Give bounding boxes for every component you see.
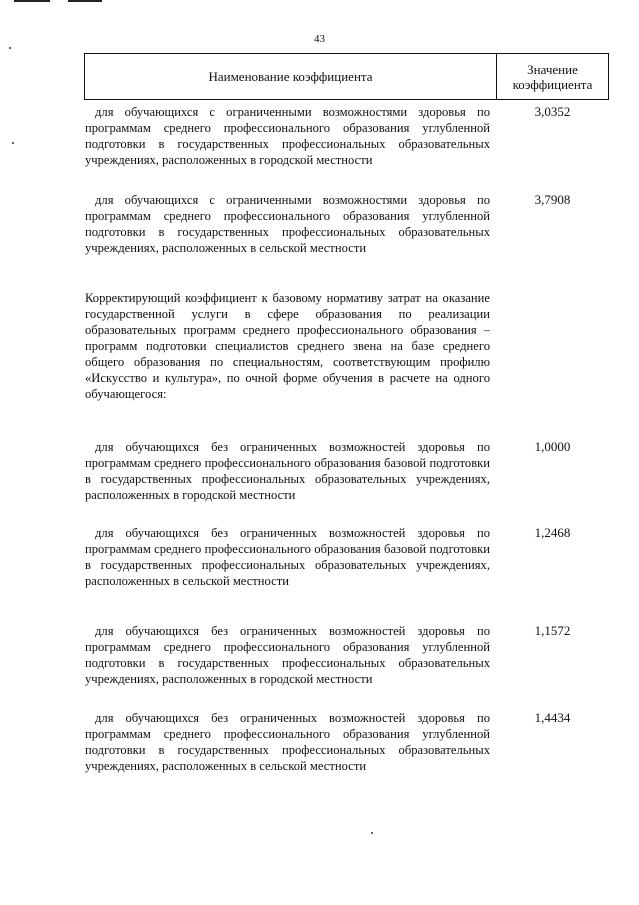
row-value: 1,1572 (534, 623, 571, 638)
header-value-column: Значение коэффициента (512, 61, 593, 92)
header-name-column: Наименование коэффициента (85, 54, 497, 99)
scan-mark-right (68, 0, 102, 2)
row-description: для обучающихся без ограниченных возможностей здоровья по программам среднего профессионального образования углубленной подготовки в государственных профессиональных образовательных учреждениях, расположенных в сельской местности (85, 711, 490, 773)
page-number: 43 (314, 33, 325, 45)
row-description: для обучающихся без ограниченных возможностей здоровья по программам среднего профессионального образования углубленной подготовки в государственных профессиональных образовательных учреждениях, расположенных в городской местности (85, 624, 490, 686)
row-description: для обучающихся без ограниченных возможностей здоровья по программам среднего профессионального образования базовой подготовки в государственных профессиональных образовательных учреждениях, расположенных в городской местности (85, 440, 490, 502)
row-description: для обучающихся без ограниченных возможностей здоровья по программам среднего профессионального образования базовой подготовки в государственных профессиональных образовательных учреждениях, расположенных в сельской местности (85, 526, 490, 588)
scan-dot (12, 142, 14, 144)
scan-dot (9, 47, 11, 49)
row-value: 3,0352 (534, 104, 571, 119)
row-description: Корректирующий коэффициент к базовому нормативу затрат на оказание государственной услуги в сфере образования по реализации образовательных программ среднего профессионального образования – программ подготовки специалистов среднего звена на базе среднего общего образования по специальностям, соответствующим профилю «Искусство и культура», по очной форме обучения в расчете на одного обучающегося: (85, 291, 490, 401)
row-value: 3,7908 (534, 192, 571, 207)
row-value: 1,2468 (534, 525, 571, 540)
scan-mark-left (14, 0, 50, 2)
row-description: для обучающихся с ограниченными возможностями здоровья по программам среднего профессионального образования углубленной подготовки в государственных профессиональных образовательных учреждениях, расположенных в сельской местности (85, 193, 490, 255)
row-value: 1,4434 (534, 710, 571, 725)
row-value: 1,0000 (534, 439, 571, 454)
row-description: для обучающихся с ограниченными возможностями здоровья по программам среднего профессионального образования углубленной подготовки в государственных профессиональных образовательных учреждениях, расположенных в городской местности (85, 105, 490, 167)
table-header (84, 53, 609, 100)
scan-dot (371, 832, 373, 834)
